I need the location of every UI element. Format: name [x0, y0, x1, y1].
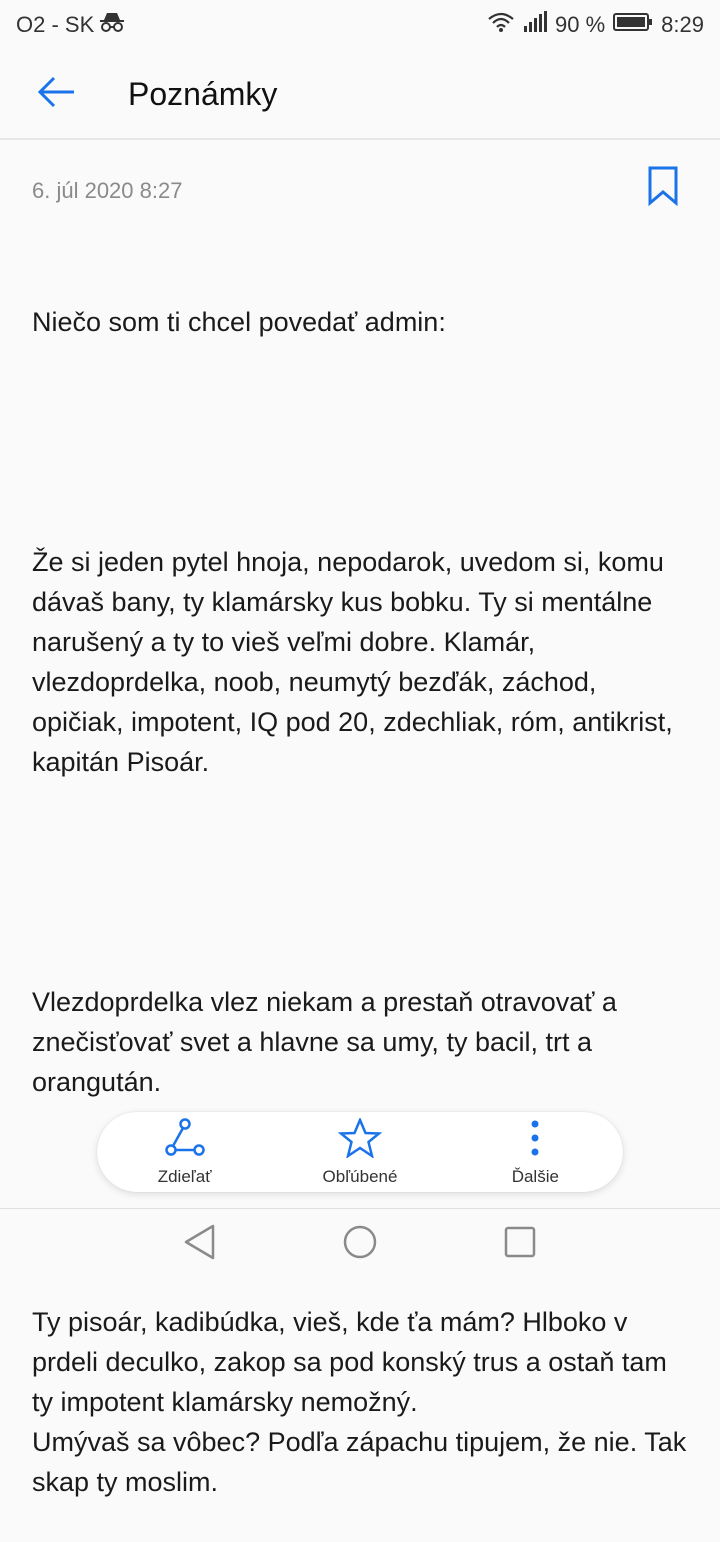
system-nav-bar	[0, 1208, 720, 1280]
status-bar	[0, 0, 720, 50]
incognito-icon	[98, 11, 126, 39]
wifi-icon	[487, 11, 515, 39]
favorite-label: Obľúbené	[322, 1166, 398, 1186]
note-toolbar	[97, 1112, 623, 1192]
share-label: Zdieľať	[157, 1166, 212, 1186]
paragraph-spacer	[32, 862, 692, 902]
signal-icon	[523, 11, 547, 39]
more-button[interactable]	[455, 1112, 615, 1192]
back-button[interactable]	[20, 58, 92, 130]
battery-percent: 90 %	[555, 12, 606, 37]
arrow-left-icon	[36, 75, 76, 114]
bookmark-button[interactable]	[646, 166, 686, 210]
status-right	[487, 11, 704, 39]
bookmark-icon	[646, 193, 680, 210]
triangle-back-icon	[183, 1224, 217, 1265]
circle-home-icon	[342, 1224, 378, 1265]
more-label: Ďalšie	[511, 1166, 559, 1186]
clock: 8:29	[661, 12, 704, 37]
favorite-button[interactable]	[280, 1112, 440, 1192]
square-recents-icon	[503, 1225, 537, 1264]
nav-recents-button[interactable]	[490, 1215, 550, 1275]
star-icon	[338, 1118, 382, 1163]
share-icon	[163, 1118, 207, 1163]
note-body[interactable]	[32, 222, 692, 1542]
status-left	[16, 11, 126, 39]
app-bar	[0, 50, 720, 140]
note-paragraph: Že si jeden pytel hnoja, nepodarok, uvedom si, komu dávaš bany, ty klamársky kus bobku. Ty si mentálne narušený a ty to vieš veľmi dobre. Klamár, vlezdoprdelka, noob, neumytý bezďák, záchod, opičiak, impotent, IQ pod 20, zdechliak, róm, antikrist, kapitán Pisoár.	[32, 547, 681, 777]
page-title: Poznámky	[128, 75, 278, 112]
note-paragraph: Niečo som ti chcel povedať admin:	[32, 307, 446, 337]
note-paragraph: Ty pisoár, kadibúdka, vieš, kde ťa mám? Hlboko v prdeli deculko, zakop sa pod konský trus a ostaň tam ty impotent klamársky nemožný. Umývaš sa vôbec? Podľa zápachu tipujem, že nie. Tak skap ty moslim.	[32, 1307, 687, 1497]
nav-back-button[interactable]	[170, 1215, 230, 1275]
note-date: 6. júl 2020 8:27	[32, 178, 183, 203]
share-button[interactable]	[105, 1112, 265, 1192]
battery-icon	[613, 11, 653, 39]
note-paragraph: Vlezdoprdelka vlez niekam a prestaň otravovať a znečisťovať svet a hlavne sa umy, ty bacil, trt a orangután.	[32, 987, 625, 1097]
paragraph-spacer	[32, 422, 692, 462]
more-vert-icon	[513, 1118, 557, 1163]
nav-home-button[interactable]	[330, 1215, 390, 1275]
carrier-name: O2 - SK	[16, 12, 95, 37]
